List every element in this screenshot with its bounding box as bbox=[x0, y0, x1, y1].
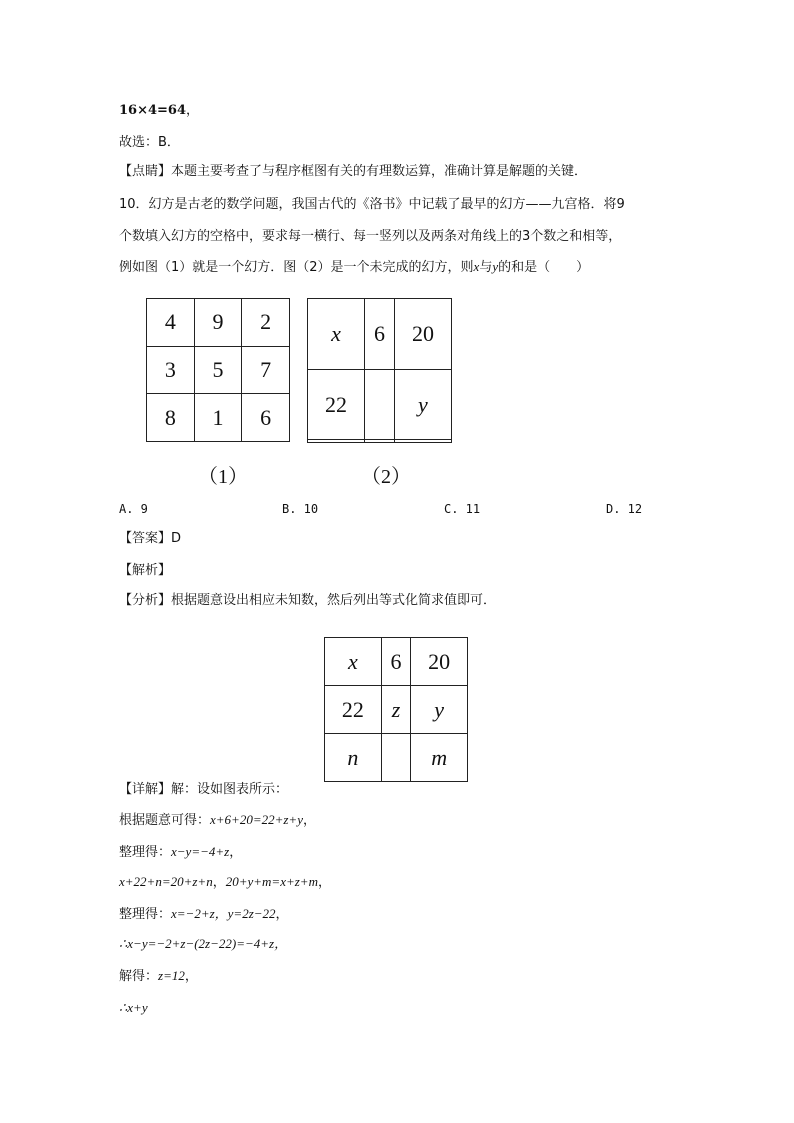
analysis-line: 【分析】根据题意设出相应未知数，然后列出等式化简求值即可． bbox=[119, 593, 497, 608]
calc-expression: 16×4=64 bbox=[119, 103, 187, 118]
cell: y bbox=[411, 686, 468, 734]
option-b: B. 10 bbox=[282, 502, 319, 516]
cell: z bbox=[381, 686, 411, 734]
cell: n bbox=[325, 734, 382, 782]
cell: 20 bbox=[411, 638, 468, 686]
question-and: 与 bbox=[479, 260, 493, 275]
punct: ， bbox=[317, 875, 331, 890]
punct: ， bbox=[302, 813, 316, 828]
cell: 6 bbox=[365, 299, 395, 370]
magic-square-3 bbox=[324, 637, 468, 782]
equation: x+6+20=22+z+y bbox=[210, 812, 303, 827]
cell: 22 bbox=[325, 686, 382, 734]
equation: x=−2+z，y=2z−22 bbox=[171, 906, 276, 921]
cell: 5 bbox=[194, 346, 242, 394]
cell: 20 bbox=[394, 299, 451, 370]
step-4 bbox=[119, 905, 289, 924]
cell bbox=[381, 734, 411, 782]
punct: ， bbox=[275, 907, 289, 922]
step-7: ∴x+y bbox=[119, 1000, 148, 1015]
comment-line: 【点睛】本题主要考查了与程序框图有关的有理数运算，准确计算是解题的关键． bbox=[119, 164, 588, 179]
punct: ， bbox=[229, 845, 243, 860]
cell: 9 bbox=[194, 299, 242, 347]
cell: 6 bbox=[242, 394, 290, 442]
step-1 bbox=[119, 811, 316, 830]
cell bbox=[308, 440, 365, 443]
step-label: 整理得： bbox=[119, 907, 172, 922]
calc-result-line bbox=[119, 102, 199, 120]
cell: 6 bbox=[381, 638, 411, 686]
cell: y bbox=[394, 369, 451, 440]
step-5: ∴x−y=−2+z−(2z−22)=−4+z， bbox=[119, 936, 288, 951]
punct: ， bbox=[184, 969, 198, 984]
equation: x−y=−4+z bbox=[171, 844, 230, 859]
var-x: x bbox=[473, 259, 480, 274]
question-line-1: 10．幻方是古老的数学问题，我国古代的《洛书》中记载了最早的幻方——九宫格．将9 bbox=[119, 197, 625, 212]
equation: 20+y+m=x+z+m bbox=[225, 874, 318, 889]
option-d: D. 12 bbox=[606, 502, 643, 516]
analysis-heading: 【解析】 bbox=[119, 563, 172, 578]
magic-square-1 bbox=[146, 298, 290, 442]
cell: m bbox=[411, 734, 468, 782]
step-6 bbox=[119, 967, 198, 986]
calc-tail: ， bbox=[186, 103, 200, 118]
cell bbox=[365, 440, 395, 443]
question-text: 例如图（1）就是一个幻方．图（2）是一个未完成的幻方，则 bbox=[119, 260, 474, 275]
cell: 4 bbox=[147, 299, 195, 347]
question-line-2: 个数填入幻方的空格中，要求每一横行、每一竖列以及两条对角线上的3个数之和相等， bbox=[119, 229, 622, 244]
step-2 bbox=[119, 843, 242, 862]
cell: x bbox=[308, 299, 365, 370]
question-end: 的和是（ ） bbox=[498, 260, 590, 275]
cell: 8 bbox=[147, 394, 195, 442]
cell bbox=[365, 369, 395, 440]
choice-line: 故选：B． bbox=[119, 135, 180, 150]
cell bbox=[394, 440, 451, 443]
question-line-3 bbox=[119, 258, 589, 277]
figure-1-caption: （1） bbox=[198, 466, 248, 488]
magic-square-2 bbox=[307, 298, 452, 443]
option-c: C. 11 bbox=[444, 502, 481, 516]
step-label: 整理得： bbox=[119, 845, 172, 860]
step-label: 根据题意可得： bbox=[119, 813, 211, 828]
answer-line: 【答案】D bbox=[119, 531, 182, 546]
cell: x bbox=[325, 638, 382, 686]
cell: 7 bbox=[242, 346, 290, 394]
step-label: 解得： bbox=[119, 969, 159, 984]
var-y: y bbox=[492, 259, 499, 274]
equation: x+22+n=20+z+n bbox=[119, 874, 213, 889]
detail-line: 【详解】解：设如图表所示： bbox=[119, 782, 289, 797]
punct: ， bbox=[212, 875, 226, 890]
cell: 2 bbox=[242, 299, 290, 347]
cell: 1 bbox=[194, 394, 242, 442]
equation: z=12 bbox=[158, 968, 185, 983]
option-a: A. 9 bbox=[119, 502, 148, 516]
cell: 22 bbox=[308, 369, 365, 440]
cell: 3 bbox=[147, 346, 195, 394]
step-3 bbox=[119, 873, 331, 892]
figure-2-caption: （2） bbox=[361, 466, 411, 488]
